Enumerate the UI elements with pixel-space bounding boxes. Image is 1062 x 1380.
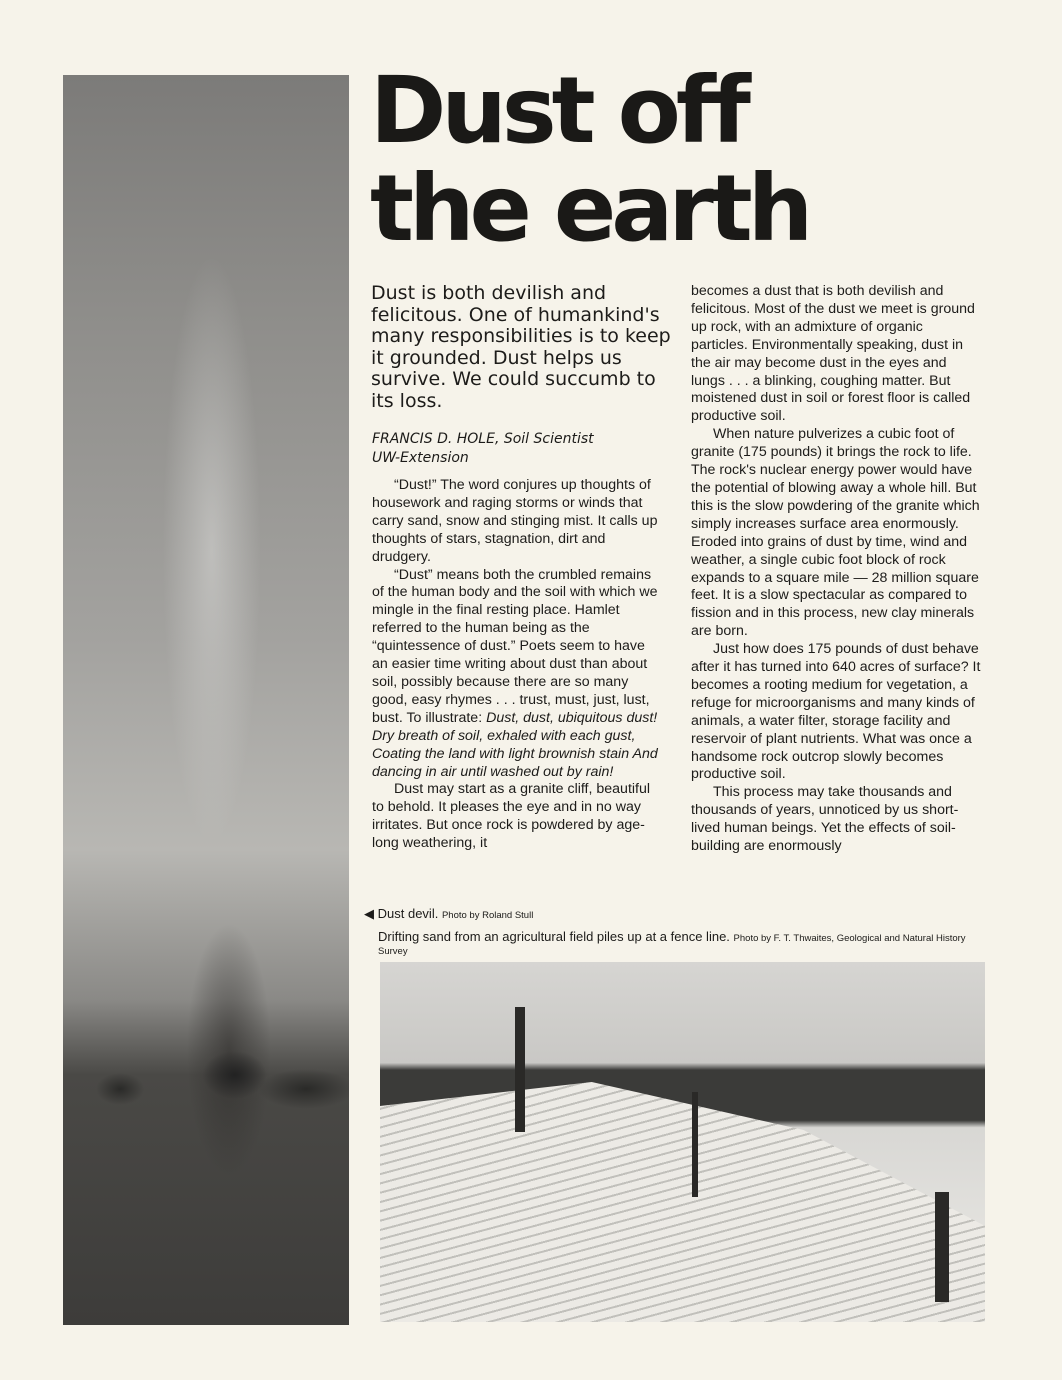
article-title <box>370 57 809 262</box>
body-paragraph: This process may take thousands and thousands of years, unnoticed by us short-lived human beings. Yet the effects of soil-building are enormously <box>691 784 959 855</box>
photo-credit: Photo by F. T. Thwaites, Geological and Natural History Survey <box>378 933 966 957</box>
poem-text: Dust, dust, ubiquitous dust! Dry breath of soil, exhaled with each gust, Coating the land with light brownish stain And dancing in air until washed out by rain! <box>372 709 658 780</box>
dust-devil-caption <box>364 906 533 922</box>
left-arrow-icon: ◀ <box>364 906 374 921</box>
byline <box>372 430 672 468</box>
paragraph-text: “Dust” means both the crumbled remains of the human body and the soil with which we mingle in the final resting place. Hamlet referred to the human being as the “quintessence of dust.” Poets seem to have an easier time writing about dust than about soil, possibly because there are so many good, easy rhymes . . . trust, must, just, lust, bust. To illustrate: <box>372 566 658 726</box>
photo-credit: Photo by Roland Stull <box>441 910 534 921</box>
fence-post <box>935 1192 949 1302</box>
lead-paragraph: Dust is both devilish and felicitous. One of humankind's many responsibilities is to keep it grounded. Dust helps us survive. We could succumb to its loss. <box>371 282 671 412</box>
body-paragraph: becomes a dust that is both devilish and felicitous. Most of the dust we meet is ground up rock, with an admixture of organic particles. Environmentally speaking, dust in the air may become dust in the eyes and lungs . . . a blinking, coughing matter. But moistened dust in soil or forest floor is called productive soil. <box>691 283 975 425</box>
title-line-2: the earth <box>370 155 809 262</box>
sand-dune <box>380 1082 985 1322</box>
body-paragraph: When nature pulverizes a cubic foot of granite (175 pounds) it brings the rock to life. The rock's nuclear energy power would have the potential of blowing away a whole hill. But this is the slow powdering of the granite which simply increases surface area enormously. Eroded into grains of dust by time, wind and weather, a single cubic foot block of rock expands to a square mile — 28 million square feet. It is a slow spectacular as compared to fission and in this process, new clay minerals are born. <box>691 426 980 640</box>
caption-text: Dust devil. <box>377 906 439 921</box>
body-column-2 <box>691 283 983 856</box>
body-paragraph: “Dust!” The word conjures up thoughts of housework and raging storms or winds that carry sand, snow and stinging mist. It calls up thoughts of stars, stagnation, dirt and drudgery. <box>372 477 658 565</box>
byline-author: FRANCIS D. HOLE, Soil Scientist <box>372 431 594 447</box>
tree-line <box>63 1040 349 1110</box>
caption-text: Drifting sand from an agricultural field piles up at a fence line. <box>378 929 730 944</box>
fence-post <box>515 1007 525 1132</box>
title-line-1: Dust off <box>370 57 746 164</box>
drifting-sand-caption <box>378 931 978 957</box>
body-column-1 <box>372 477 664 853</box>
dust-devil-photo <box>63 75 349 1325</box>
drifting-sand-photo <box>380 962 985 1322</box>
fence-post <box>692 1092 698 1197</box>
body-paragraph: Dust may start as a granite cliff, beautiful to behold. It pleases the eye and in no way irritates. But once rock is powdered by age-long weathering, it <box>372 781 651 852</box>
body-paragraph <box>372 567 664 782</box>
byline-affiliation: UW-Extension <box>372 450 469 466</box>
body-paragraph: Just how does 175 pounds of dust behave after it has turned into 640 acres of surface? It becomes a rooting medium for vegetation, a refuge for microorganisms and many kinds of animals, a water filter, storage facility and reservoir of plant nutrients. What was once a handsome rock outcrop slowly becomes productive soil. <box>691 641 981 783</box>
